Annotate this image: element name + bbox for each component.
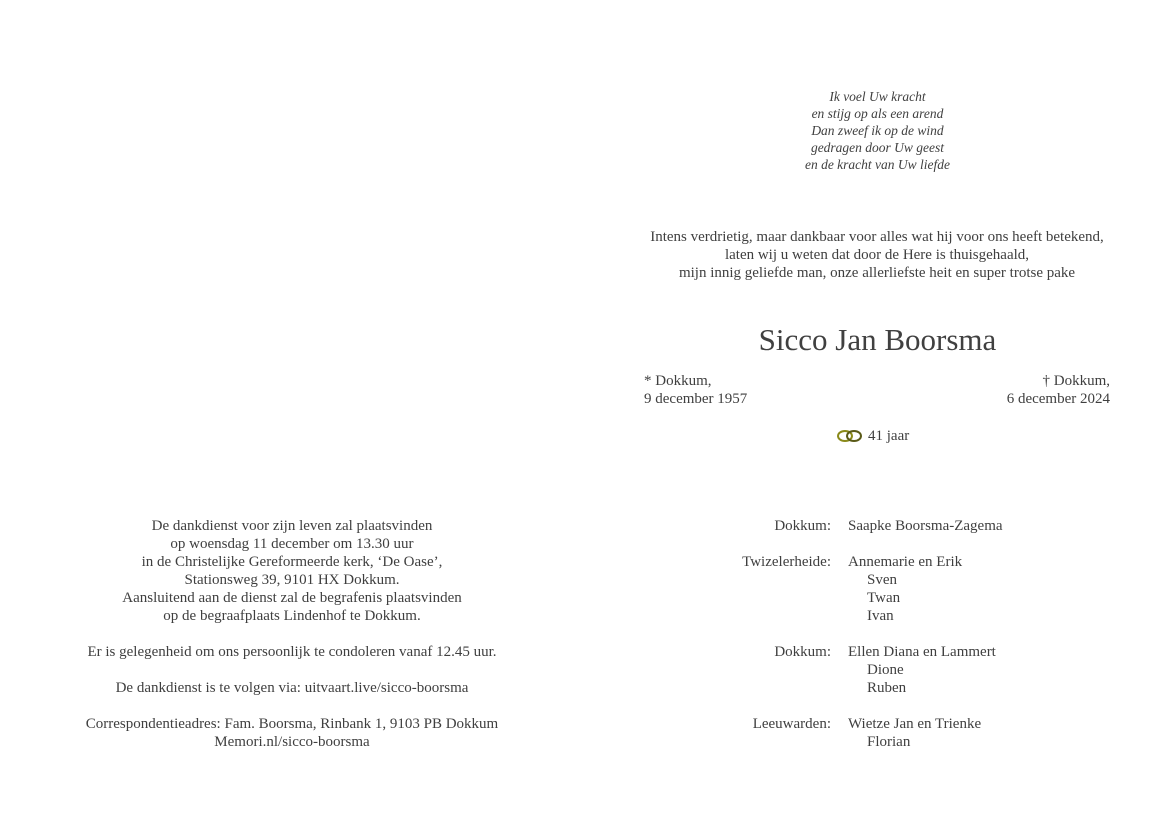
family-place: Twizelerheide: xyxy=(742,554,831,570)
family-group xyxy=(700,553,1120,625)
correspondence-address: Correspondentieadres: Fam. Boorsma, Rinbank 1, 9103 PB Dokkum xyxy=(85,716,499,732)
service-line: Aansluitend aan de dienst zal de begrafenis plaatsvinden xyxy=(122,590,462,606)
intro-line: mijn innig geliefde man, onze allerliefste heit en super trotse pake xyxy=(678,265,1076,281)
family-member: Ellen Diana en Lammert xyxy=(848,644,996,660)
family-member: Saapke Boorsma-Zagema xyxy=(848,518,1003,534)
family-member: Annemarie en Erik xyxy=(848,554,963,570)
poem-line: en de kracht van Uw liefde xyxy=(804,157,951,172)
service-line: op de begraafplaats Lindenhof te Dokkum. xyxy=(163,608,421,624)
intro-line: laten wij u weten dat door de Here is thuisgehaald, xyxy=(724,247,1030,263)
death-info xyxy=(1007,372,1110,408)
birth-info xyxy=(644,372,747,408)
grandchild: Ivan xyxy=(867,608,894,624)
wedding-rings-icon xyxy=(836,429,864,443)
birth-date: 9 december 1957 xyxy=(644,391,748,407)
service-line: De dankdienst voor zijn leven zal plaatsvinden xyxy=(151,518,433,534)
grandchild: Dione xyxy=(867,662,904,678)
announcement-intro xyxy=(630,228,1124,282)
poem-line: Ik voel Uw kracht xyxy=(829,89,926,104)
intro-line: Intens verdrietig, maar dankbaar voor alles wat hij voor ons heeft betekend, xyxy=(650,229,1104,245)
livestream-info: De dankdienst is te volgen via: uitvaart.live/sicco-boorsma xyxy=(115,680,469,696)
service-line: in de Christelijke Gereformeerde kerk, ‘De Oase’, xyxy=(141,554,443,570)
deceased-name: Sicco Jan Boorsma xyxy=(758,322,997,357)
grandchild: Sven xyxy=(867,572,897,588)
poem-line: Dan zweef ik op de wind xyxy=(811,123,944,138)
family-group xyxy=(700,517,1120,535)
family-place: Dokkum: xyxy=(774,518,831,534)
marriage-years: 41 jaar xyxy=(868,428,910,444)
family-group xyxy=(700,643,1120,697)
family-place: Leeuwarden: xyxy=(752,716,831,732)
poem-line: gedragen door Uw geest xyxy=(810,140,945,155)
memori-link: Memori.nl/sicco-boorsma xyxy=(214,734,370,750)
death-place: † Dokkum, xyxy=(1042,373,1110,389)
marriage-duration xyxy=(836,427,909,445)
family-place: Dokkum: xyxy=(774,644,831,660)
death-date: 6 december 2024 xyxy=(1006,391,1110,407)
service-line: Stationsweg 39, 9101 HX Dokkum. xyxy=(184,572,400,588)
grandchild: Ruben xyxy=(867,680,907,696)
service-details xyxy=(70,517,514,751)
poem-line: en stijg op als een arend xyxy=(811,106,944,121)
grandchild: Twan xyxy=(867,590,901,606)
family-group xyxy=(700,715,1120,751)
condolence-info: Er is gelegenheid om ons persoonlijk te condoleren vanaf 12.45 uur. xyxy=(87,644,497,660)
birth-place: * Dokkum, xyxy=(644,373,712,389)
service-line: op woensdag 11 december om 13.30 uur xyxy=(170,536,414,552)
family-list xyxy=(700,517,1120,751)
poem xyxy=(700,88,1055,173)
family-member: Wietze Jan en Trienke xyxy=(848,716,982,732)
grandchild: Florian xyxy=(867,734,911,750)
